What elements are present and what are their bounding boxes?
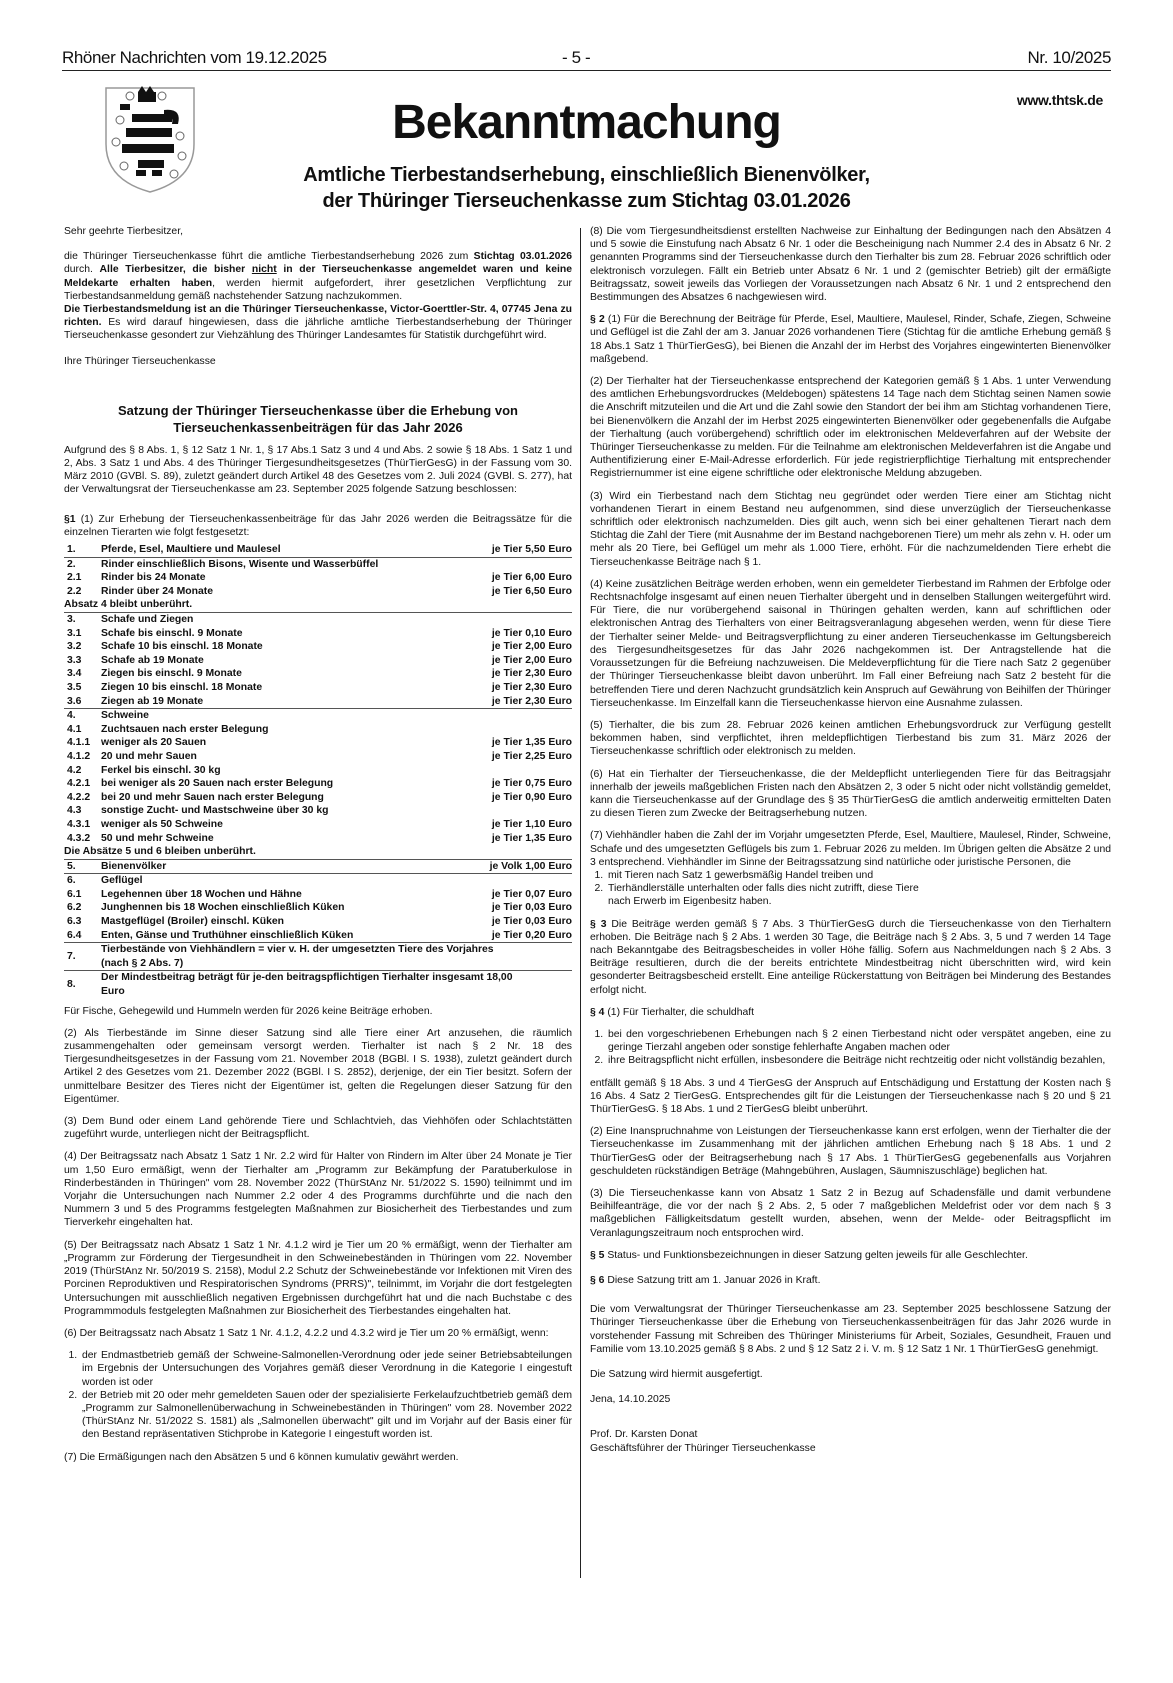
place-date: Jena, 14.10.2025 xyxy=(590,1394,671,1406)
statute-preamble: Aufgrund des § 8 Abs. 1, § 12 Satz 1 Nr. 1, § 17 Abs.1 Satz 3 und 4 und Abs. 2 sowie § 18 Abs. 1 Satz 1 und 2, Abs. 3 Satz 1 und Abs. 4 des Thüringer Tiergesundheitsgesetzes (ThürTierGesG) in der Fassung vom 30. März 2010 (GVBl. S. 89), zuletzt geändert durch Artikel 48 des Gesetzes vom 2. Juli 2024 (GVBl. S. 277), hat der Verwaltungsrat der Tierseuchenkasse am 23. September 2025 folgende Satzung beschlossen: xyxy=(64,444,572,496)
fee-number: 4.2.1 xyxy=(67,778,91,790)
letter-paragraph-1 xyxy=(64,250,572,303)
fee-row xyxy=(64,723,572,737)
fee-category: Der Mindestbeitrag beträgt für je-den beitragspflichtigen Tierhalter insgesamt 18,00 Euro xyxy=(101,971,572,999)
fee-number: 3.5 xyxy=(67,681,82,693)
fee-amount: je Tier 0,10 Euro xyxy=(491,627,572,639)
letter-paragraph-2 xyxy=(64,303,572,343)
fee-amount: je Tier 1,10 Euro xyxy=(491,818,572,830)
fee-number: 3.4 xyxy=(67,668,82,680)
deadline-date: Stichtag 03.01.2026 xyxy=(473,251,572,263)
signature-block xyxy=(590,1428,1111,1454)
fee-category: Ferkel bis einschl. 30 kg xyxy=(101,764,221,776)
fee-row xyxy=(64,613,572,627)
section-2-paragraph-7-list xyxy=(590,869,1111,909)
fee-category: weniger als 50 Schweine xyxy=(101,818,223,830)
fee-row xyxy=(64,543,572,557)
fee-amount: je Tier 2,30 Euro xyxy=(491,668,572,680)
fee-amount xyxy=(457,709,572,723)
list-item: 1. bei den vorgeschriebenen Erhebungen nach § 2 einen Tierbestand nicht oder verspätet angeben, eine zu geringe Tierzahl angeben oder sonstige fehlerhafte Angaben machen oder xyxy=(606,1028,1111,1054)
fee-number: 6.1 xyxy=(67,888,82,900)
fee-number: 3.3 xyxy=(67,654,82,666)
fee-amount: je Tier 1,35 Euro xyxy=(491,737,572,749)
fee-category: Schafe bis einschl. 9 Monate xyxy=(101,627,243,639)
fee-row xyxy=(64,971,572,999)
website-link[interactable]: www.thtsk.de xyxy=(1016,92,1103,108)
text: Alle Tierbesitzer, die bisher xyxy=(99,264,252,276)
fee-number: 2.1 xyxy=(67,572,82,584)
section-1-intro xyxy=(64,513,572,539)
fee-amount xyxy=(457,804,572,818)
fee-category: Schafe ab 19 Monate xyxy=(101,654,204,666)
section-2-paragraph-4: (4) Keine zusätzlichen Beiträge werden erhoben, wenn ein gemeldeter Tierbestand im Rahmen der Erbfolge oder Rechtsnachfolge insgesamt auf einen neuen Tierhalter übergeht und in denselben Stallungen weitergeführt wird. Für Tiere, die nur vorübergehend saisonal in Thüringen gehalten werden, kann auf schriftlichen oder elektronischen Antrag des Tierhalters von einer Beitragsveranlagung abgesehen werden, wenn für diese Tiere der Tierhalter seiner Melde- und Beitragsverpflichtung zu einer anderen Tierseuchenkasse im Geltungsbereich des Tiergesundheitsgesetzes für das Jahr 2026 nachgekommen ist. Der Antragstellende hat die Voraussetzungen für die Befreiung nachzuweisen. Die Meldeverpflichtung für die Tiere nach Satz 2 gegenüber der Thüringer Tierseuchenkasse bleibt davon unberührt. Im Fall einer Befreiung nach Satz 2 besteht für die betreffenden Tiere und deren Nachzucht grundsätzlich kein Anspruch auf Gewährung von Beihilfen der Thüringer Tierseuchenkasse. Im Einzelfall kann die Tierseuchenkasse hiervon eine Ausnahme zulassen. xyxy=(590,578,1111,709)
fee-number: 4.2.2 xyxy=(67,791,91,803)
section-2-paragraph-2: (2) Der Tierhalter hat der Tierseuchenkasse entsprechend der Kategorien gemäß § 1 Abs. 1 unter Verwendung des amtlichen Erhebungsvordruckes (Meldebogen) spätestens 14 Tage nach dem Stichtag seinen Namen sowie die Anschrift mitzuteilen und die Art und die Zahl sowie den Standort der bei ihm am Stichtag vorhandenen Tiere, bei Bienenvölkern die Anzahl der im Herbst 2025 eingewinterten Bienenvölker oder gegebenenfalls die Aufgabe der Tierhaltung (auch vorübergehend) schriftlich oder im elektronischen Meldeverfahren auf der Website der Thüringer Tierseuchenkasse zu melden. Für die Teilnahme am elektronischen Meldeverfahren ist die Angabe und Authentifizierung einer E-Mail-Adresse erforderlich. Für jede registrierpflichtige Tierhaltung mit entsprechender Registriernummer ist eine eigene schriftliche oder elektronische Meldung abzugeben. xyxy=(590,376,1111,480)
fee-amount: je Tier 6,00 Euro xyxy=(491,572,572,584)
section-label: § 3 xyxy=(590,918,607,930)
fee-row xyxy=(64,557,572,571)
fee-row xyxy=(64,874,572,888)
fee-row xyxy=(64,764,572,778)
fee-number: 2. xyxy=(64,557,101,571)
fee-number: 1. xyxy=(67,544,76,556)
fee-amount: je Tier 0,75 Euro xyxy=(491,778,572,790)
fee-amount: je Tier 0,20 Euro xyxy=(491,929,572,941)
fee-row xyxy=(64,818,572,832)
fee-amount xyxy=(457,723,572,737)
list-item: 2. Tierhändlerställe unterhalten oder falls dies nicht zutrifft, diese Tiere nach Erwerb im Eigenbesitz haben. xyxy=(606,882,1111,908)
fee-row xyxy=(64,571,572,585)
fee-amount: je Tier 2,00 Euro xyxy=(491,641,572,653)
text: (1) Für die Berechnung der Beiträge für Pferde, Esel, Maultiere, Maulesel, Rinder, Schafe, Ziegen, Schweine und Geflügel ist die Zahl der am 3. Januar 2026 vorhandenen Tiere (Stichtag für die amtliche Erhebung gemäß § 18 Abs.1 Satz 1 ThürTierGesG), bei Bienen die Anzahl der im Herbst des Vorjahres eingewinterten Bienenvölker maßgebend. xyxy=(590,314,1111,365)
text: (1) Für Tierhalter, die schuldhaft xyxy=(604,1006,755,1018)
text: , werden hiermit aufgefordert, ihrer gesetzlichen Verpflichtung zur Tierbestandsanmeldung gemäß nachstehender Satzung nachzukommen. xyxy=(64,277,572,302)
approval-note: Die vom Verwaltungsrat der Thüringer Tierseuchenkasse am 23. September 2025 beschlossene Satzung der Thüringer Tierseuchenkasse über die Erhebung von Tierseuchenkassenbeiträgen für das Jahr 2026 wurde in vorstehender Fassung mit Schreiben des Thüringer Ministeriums für Arbeit, Soziales, Gesundheit, Frauen und Familie vom 13.10.2025 gemäß § 8 Abs. 2 und § 12 Satz 2 i. V. m. § 12 Satz 1 Nr. 1 ThürTierGesG genehmigt. xyxy=(590,1304,1111,1355)
text: die Thüringer Tierseuchenkasse führt die amtliche Tierbestandserhebung 2026 zum xyxy=(64,251,474,263)
text: in der Tierseuchenkasse angemeldet waren und keine Meldekarte erhalten haben xyxy=(64,264,573,289)
section-4-paragraph-3: (3) Die Tierseuchenkasse kann von Absatz 1 Satz 2 in Bezug auf Schadensfälle und damit verbundene Beihilfeanträge, die vor der nach § 2 Abs. 2, 5 oder 7 maßgeblichen Meldefrist oder vor dem nach § 3 maßgeblichen Fälligkeitsdatum gestellt wurden, absehen, wenn der Melde- oder Beitragspflicht im Veranlagungszeitraum noch entsprochen wird. xyxy=(590,1188,1111,1239)
section-1-paragraph-6-list xyxy=(64,1349,572,1441)
section-label: § 6 xyxy=(590,1275,605,1287)
fee-number: 6.4 xyxy=(67,929,82,941)
subtitle-line-1: Amtliche Tierbestandserhebung, einschließlich Bienenvölker, xyxy=(303,164,870,186)
fee-row xyxy=(64,791,572,805)
fee-amount: je Tier 0,07 Euro xyxy=(491,888,572,900)
fee-row xyxy=(64,627,572,641)
section-2-paragraph-7: (7) Viehhändler haben die Zahl der im Vorjahr umgesetzten Pferde, Esel, Maultiere, Maulesel, Rinder, Schweine, Schafe und des umgesetzten Geflügels bis zum 1. Februar 2026 zu melden. Im Übrigen gelten die Absätze 2 und 3 entsprechend. Viehhändler im Sinne der Beitragssatzung sind natürliche oder juristische Personen, die xyxy=(590,830,1111,868)
fee-category: bei 20 und mehr Sauen nach erster Belegung xyxy=(101,791,324,803)
section-label: § 5 xyxy=(590,1249,605,1261)
fee-row xyxy=(64,859,572,874)
section-2-paragraph-1 xyxy=(590,313,1111,366)
fee-amount: je Tier 6,50 Euro xyxy=(491,585,572,597)
letter-closing: Ihre Thüringer Tierseuchenkasse xyxy=(64,355,216,367)
section-4-list xyxy=(590,1028,1111,1068)
section-4-continuation: entfällt gemäß § 18 Abs. 3 und 4 TierGesG der Anspruch auf Entschädigung und Erstattung der Kosten nach § 16 Abs. 4 Satz 2 TierGesG. Entsprechendes gilt für die Leistungen der Tierseuchenkasse nach § 20 und § 21 ThürTierGesG. § 18 Abs. 1 und 2 TierGesG bleibt unberührt. xyxy=(590,1077,1111,1115)
fee-category: Schweine xyxy=(101,709,457,723)
fee-number: 4.3 xyxy=(67,805,82,817)
fee-amount xyxy=(457,764,572,778)
list-item: 2. der Betrieb mit 20 oder mehr gemeldeten Sauen oder der spezialisierte Ferkelaufzuchtbetrieb gemäß dem „Programm zur Salmonellenüberwachung in Schweinebeständen in Thüringen" vom 28. November 2022 (ThürStAnz Nr. 51/2022 S. 1581) als „Salmonellen überwacht" gilt und im Vorjahr auf der Basis einer für den Bestand repräsentativen Stichprobe in Kategorie I eingestuft worden ist. xyxy=(80,1389,572,1442)
fee-amount xyxy=(457,613,572,627)
issue-number: Nr. 10/2025 xyxy=(1027,48,1111,67)
signatory-title: Geschäftsführer der Thüringer Tierseuchenkasse xyxy=(590,1442,816,1454)
text: Status- und Funktionsbezeichnungen in dieser Satzung gelten jeweils für alle Geschlechter. xyxy=(604,1249,1028,1261)
fee-number: 4.3.2 xyxy=(67,832,91,844)
fee-row xyxy=(64,681,572,695)
section-1-paragraph-5: (5) Der Beitragssatz nach Absatz 1 Satz 1 Nr. 4.1.2 wird je Tier um 20 % ermäßigt, wenn der Tierhalter am „Programm zur Förderung der Tiergesundheit in den Schweinebeständen in Thüringen vom 22. November 2019 (ThürStAnz Nr. 50/2019 S. 2158), Modul 2.2 Schutz der Schweinebestände vor Infektionen mit Viren des Porcinen Reproduktiven und Respiratorischen Syndroms (PRRS)", teilnimmt, im Vorjahr die dort festgelegten Untersuchungen mit ausschließlich negativen Ergebnissen durchgeführt hat und die nach Buchstabe c des Programmmoduls festgelegten Maßnahmen zur Biosicherheit des Tierbestandes eingehalten hat. xyxy=(64,1239,572,1317)
fee-row xyxy=(64,598,572,612)
fee-category: Schafe und Ziegen xyxy=(101,613,457,627)
page-subtitle xyxy=(0,162,1173,214)
fee-category: Legehennen über 18 Wochen und Hähne xyxy=(101,888,302,900)
fee-number: 4.2 xyxy=(67,764,82,776)
fee-category: weniger als 20 Sauen xyxy=(101,737,207,749)
text: Es wird darauf hingewiesen, dass die jährliche amtliche Tierbestandserhebung der Thüringer Tierseuchenkasse gesondert zur Viehzählung des Thüringer Landesamtes für Statistik durchgeführt wird. xyxy=(64,317,572,342)
fee-note: Absatz 4 bleibt unberührt. xyxy=(64,599,193,611)
page-header xyxy=(62,48,1111,71)
text: durch. xyxy=(64,264,100,276)
fee-category: sonstige Zucht- und Mastschweine über 30 kg xyxy=(101,805,329,817)
fee-number: 4.3.1 xyxy=(67,818,91,830)
text: Diese Satzung tritt am 1. Januar 2026 in Kraft. xyxy=(604,1275,821,1287)
fee-amount: je Tier 0,03 Euro xyxy=(491,916,572,928)
fee-number: 2.2 xyxy=(67,585,82,597)
fee-amount: je Tier 2,25 Euro xyxy=(491,750,572,762)
fee-amount: je Tier 2,30 Euro xyxy=(491,681,572,693)
page-title: Bekanntmachung xyxy=(392,96,781,149)
list-item: 2. ihre Beitragspflicht nicht erfüllen, insbesondere die Beiträge nicht rechtzeitig oder nicht vollständig bezahlen, xyxy=(606,1054,1111,1067)
fee-category: Bienenvölker xyxy=(101,859,457,874)
fee-category: Pferde, Esel, Maultiere und Maulesel xyxy=(101,544,281,556)
fee-table xyxy=(64,543,572,999)
section-1-paragraph-8: (8) Die vom Tiergesundheitsdienst erstellten Nachweise zur Einhaltung der Bedingungen nach den Absätzen 4 und 5 sowie die Einstufung nach Absatz 6 Nr. 1 oder die Bescheinigung nach Nummer 2.4 des in Absatz 6 Nr. 2 genannten Programms sind der Tierseuchenkasse durch den Tierhalter bis zum 28. Februar 2026 schriftlich oder elektronisch vorzulegen. Fällt ein Betrieb unter Absatz 6 Nr. 1 und 2 (gemischter Betrieb) gilt der ermäßigte Beitragssatz, soweit jeweils das Vorliegen der Voraussetzungen nach Absatz 6 Nr. 1 und 2 entsprechend den Bestimmungen des Absatzes 6 nachgewiesen wird. xyxy=(590,226,1111,304)
fee-amount xyxy=(457,874,572,888)
fee-category: Schafe 10 bis einschl. 18 Monate xyxy=(101,641,263,653)
address-notice: Die Tierbestandsmeldung ist an die Thüringer Tierseuchenkasse, Victor-Goerttler-Str. 4, 07745 Jena zu richten. xyxy=(64,304,572,329)
fee-category: 50 und mehr Schweine xyxy=(101,832,214,844)
text: Die Beiträge werden gemäß § 7 Abs. 3 ThürTierGesG durch die Tierseuchenkasse von den Tierhaltern erhoben. Die Beiträge nach § 2 Abs. 1 werden 30 Tage, die Beiträge nach § 2 Abs. 3, 5 und 7 werden 14 Tage nach Bekanntgabe des Beitragsbescheides in voller Höhe fällig. Sofern aus Nachmeldungen nach § 2 Abs. 3 Beiträge resultieren, durch die der bereits entrichtete Mindestbeitrag nicht überschritten wird, wird kein gesonderter Beitragsbescheid erstellt. Eine anteilige Rückerstattung von Beiträgen bei Minderung des Bestandes erfolgt nicht. xyxy=(590,918,1111,996)
list-item: 1. mit Tieren nach Satz 1 gewerbsmäßig Handel treiben und xyxy=(606,869,1111,882)
fee-amount: je Tier 0,90 Euro xyxy=(491,791,572,803)
emphasis: nicht xyxy=(251,264,277,276)
fee-number: 5. xyxy=(64,859,101,874)
fee-row xyxy=(64,804,572,818)
section-label: §1 xyxy=(64,513,76,525)
section-2-paragraph-5: (5) Tierhalter, die bis zum 28. Februar 2026 keinen amtlichen Erhebungsvordruck zur Verfügung gestellt bekommen haben, sind verpflichtet, ihren meldepflichtigen Tierbestand bis zum 31. März 2026 der Tierseuchenkasse schriftlich oder elektronisch zu melden. xyxy=(590,719,1111,758)
execution-note: Die Satzung wird hiermit ausgefertigt. xyxy=(590,1369,763,1381)
signatory-name: Prof. Dr. Karsten Donat xyxy=(590,1429,698,1441)
fee-number: 6. xyxy=(64,874,101,888)
fee-category: Ziegen bis einschl. 9 Monate xyxy=(101,668,242,680)
section-1-paragraph-2: (2) Als Tierbestände im Sinne dieser Satzung sind alle Tiere einer Art anzusehen, die räumlich zusammengehalten oder gemeinsam versorgt werden. Tierhalter ist nach § 2 Nr. 18 des Tiergesundheitsgesetzes in der Fassung vom 21. November 2018 (BGBl. I S. 1938), zuletzt geändert durch Artikel 2 des Gesetzes vom 21. Dezember 2022 (BGBl. I S. 2852), derjenige, der ein Tier besitzt. Sofern der unmittelbare Besitzer des Tieres nicht der Eigentümer ist, gelten die Regelungen dieser Satzung für den Eigentümer. xyxy=(64,1027,572,1105)
page-number: - 5 - xyxy=(562,48,591,67)
section-2-paragraph-6: (6) Hat ein Tierhalter der Tierseuchenkasse, die der Meldepflicht unterliegenden Tiere für das Beitragsjahr innerhalb der jeweils maßgeblichen Fristen nach den Absätzen 2, 3 oder 5 nicht oder nicht vollständig gemeldet, kann die Tierseuchenkasse auf der Grundlage des § 35 ThürTierGesG die amtlich anderweitig ermittelten Daten zu diesen Tieren zum Zwecke der Beitragserhebung nutzen. xyxy=(590,768,1111,820)
section-4-intro xyxy=(590,1006,1111,1019)
fee-category: Junghennen bis 18 Wochen einschließlich Küken xyxy=(101,902,345,914)
fee-amount: je Tier 2,30 Euro xyxy=(491,695,572,707)
fee-row xyxy=(64,750,572,764)
fee-number: 3.1 xyxy=(67,627,82,639)
section-2-paragraph-3: (3) Wird ein Tierbestand nach dem Stichtag neu gegründet oder werden Tiere einer am Stichtag nicht vorhandenen Tierart in einem Bestand neu aufgenommen, sind diese unverzüglich der Tierseuchenkasse schriftlich oder elektronisch nachzumelden. Dies gilt auch, wenn sich bei einer gehaltenen Tierart nach dem Stichtag die Zahl der Tiere (mit Ausnahme der im Bestand nachgeborenen Tiere) um mehr als zehn v. H. oder um mehr als 20 Tiere, bei Geflügel um mehr als 1.000 Tiere, erhöht. Für die nachzumeldenden Tiere erhebt die Tierseuchenkasse Beiträge nach § 1. xyxy=(590,490,1111,568)
fee-number: 3.2 xyxy=(67,641,82,653)
section-label: § 4 xyxy=(590,1006,605,1018)
section-6 xyxy=(590,1274,1111,1287)
fee-row xyxy=(64,929,572,943)
section-3 xyxy=(590,918,1111,997)
fee-row xyxy=(64,585,572,599)
section-1-paragraph-7: (7) Die Ermäßigungen nach den Absätzen 5 und 6 können kumulativ gewährt werden. xyxy=(64,1451,459,1463)
fee-number: 4.1.1 xyxy=(67,737,91,749)
fee-number: 6.3 xyxy=(67,916,82,928)
fee-row xyxy=(64,901,572,915)
section-1-paragraph-3: (3) Dem Bund oder einem Land gehörende Tiere und Schlachtvieh, das Viehhöfen oder Schlachtstätten zugeführt wurde, unterliegen nicht der Beitragspflicht. xyxy=(64,1116,572,1141)
statute-heading: Satzung der Thüringer Tierseuchenkasse über die Erhebung von Tierseuchenkassenbeiträgen für das Jahr 2026 xyxy=(118,402,518,435)
fee-category: Geflügel xyxy=(101,874,457,888)
fee-amount: je Tier 0,03 Euro xyxy=(491,902,572,914)
fee-category: Zuchtsauen nach erster Belegung xyxy=(101,723,269,735)
fee-category: Ziegen ab 19 Monate xyxy=(101,695,204,707)
fee-amount: je Tier 5,50 Euro xyxy=(491,544,572,556)
section-4-paragraph-2: (2) Eine Inanspruchnahme von Leistungen der Tierseuchenkasse kann erst erfolgen, wenn der Tierhalter die der Tierseuchenkasse im Zusammenhang mit der jährlichen amtlichen Erhebung nach § 18 Abs. 1 und 2 ThürTierGesG oder der Beitragserhebung nach § 17 Abs. 1 ThürTierGesG gegebenenfalls aus Vorjahren geschuldeten rückständigen Beträge (Mahngebühren, Auslagen, Säumniszuschläge) beglichen hat. xyxy=(590,1126,1111,1177)
section-1-paragraph-6: (6) Der Beitragssatz nach Absatz 1 Satz 1 Nr. 4.1.2, 4.2.2 und 4.3.2 wird je Tier um 20 % ermäßigt, wenn: xyxy=(64,1327,549,1339)
no-fee-note: Für Fische, Gehegewild und Hummeln werden für 2026 keine Beiträge erhoben. xyxy=(64,1005,433,1017)
fee-row xyxy=(64,640,572,654)
fee-category: Rinder bis 24 Monate xyxy=(101,572,206,584)
fee-row xyxy=(64,667,572,681)
fee-category: Tierbestände von Viehhändlern = vier v. H. der umgesetzten Tiere des Vorjahres (nach § 2 Abs. 7) xyxy=(101,943,572,971)
column-divider xyxy=(580,228,581,1578)
fee-row xyxy=(64,654,572,668)
fee-amount: je Volk 1,00 Euro xyxy=(457,859,572,874)
fee-amount xyxy=(457,557,572,571)
subtitle-line-2: der Thüringer Tierseuchenkasse zum Stichtag 03.01.2026 xyxy=(322,190,851,212)
fee-amount: je Tier 2,00 Euro xyxy=(491,654,572,666)
fee-number: 4. xyxy=(64,709,101,723)
fee-row xyxy=(64,888,572,902)
section-5 xyxy=(590,1249,1111,1262)
right-column xyxy=(590,225,1111,1455)
fee-category: Ziegen 10 bis einschl. 18 Monate xyxy=(101,681,263,693)
fee-amount: je Tier 1,35 Euro xyxy=(491,832,572,844)
fee-number: 6.2 xyxy=(67,902,82,914)
fee-number: 7. xyxy=(64,943,101,971)
publication-name: Rhöner Nachrichten vom 19.12.2025 xyxy=(62,48,327,67)
text: (1) Zur Erhebung der Tierseuchenkassenbeiträge für das Jahr 2026 werden die Beitragssätze für die einzelnen Tierarten wie folgt festgesetzt: xyxy=(64,513,572,538)
salutation: Sehr geehrte Tierbesitzer, xyxy=(64,226,183,237)
fee-row xyxy=(64,832,572,846)
fee-row xyxy=(64,915,572,929)
fee-note: Die Absätze 5 und 6 bleiben unberührt. xyxy=(64,846,256,858)
fee-number: 4.1.2 xyxy=(67,750,91,762)
fee-category: Rinder über 24 Monate xyxy=(101,585,214,597)
fee-category: Rinder einschließlich Bisons, Wisente und Wasserbüffel xyxy=(101,557,457,571)
fee-number: 8. xyxy=(64,971,101,999)
fee-row xyxy=(64,736,572,750)
fee-number: 4.1 xyxy=(67,723,82,735)
fee-category: Enten, Gänse und Truthühner einschließlich Küken xyxy=(101,929,354,941)
fee-row xyxy=(64,695,572,709)
section-1-paragraph-4: (4) Der Beitragssatz nach Absatz 1 Satz 1 Nr. 2.2 wird für Halter von Rindern im Alter über 24 Monate je Tier um 1,50 Euro ermäßigt, wenn der Tierhalter am „Programm zur Bekämpfung der Paratuberkulose in Rinderbeständen in Thüringen" vom 28. November 2022 (ThürStAnz Nr. 51/2022 S. 1590) teilnimmt und im Vorjahr die Untersuchungen nach Nummer 2.2 oder 4 des Programms durchführte und die nach den Nummern 3 und 5 des Programms festgelegten Maßnahmen zur Biosicherheit des Tierbestandes und zum Tierverkehr eingehalten hat. xyxy=(64,1151,572,1229)
fee-number: 3. xyxy=(64,613,101,627)
left-column xyxy=(64,225,572,1473)
fee-row xyxy=(64,943,572,971)
fee-category: 20 und mehr Sauen xyxy=(101,750,197,762)
fee-row xyxy=(64,845,572,859)
fee-category: Mastgeflügel (Broiler) einschl. Küken xyxy=(101,916,285,928)
list-item: 1. der Endmastbetrieb gemäß der Schweine-Salmonellen-Verordnung oder jede seiner Betriebsabteilungen im Ergebnis der Untersuchungen des Vorjahres gemäß dieser Verordnung in die Kategorie I eingestuft worden ist oder xyxy=(80,1349,572,1389)
fee-number: 3.6 xyxy=(67,695,82,707)
section-label: § 2 xyxy=(590,314,605,326)
fee-category: bei weniger als 20 Sauen nach erster Belegung xyxy=(101,778,334,790)
fee-row xyxy=(64,709,572,723)
fee-row xyxy=(64,777,572,791)
